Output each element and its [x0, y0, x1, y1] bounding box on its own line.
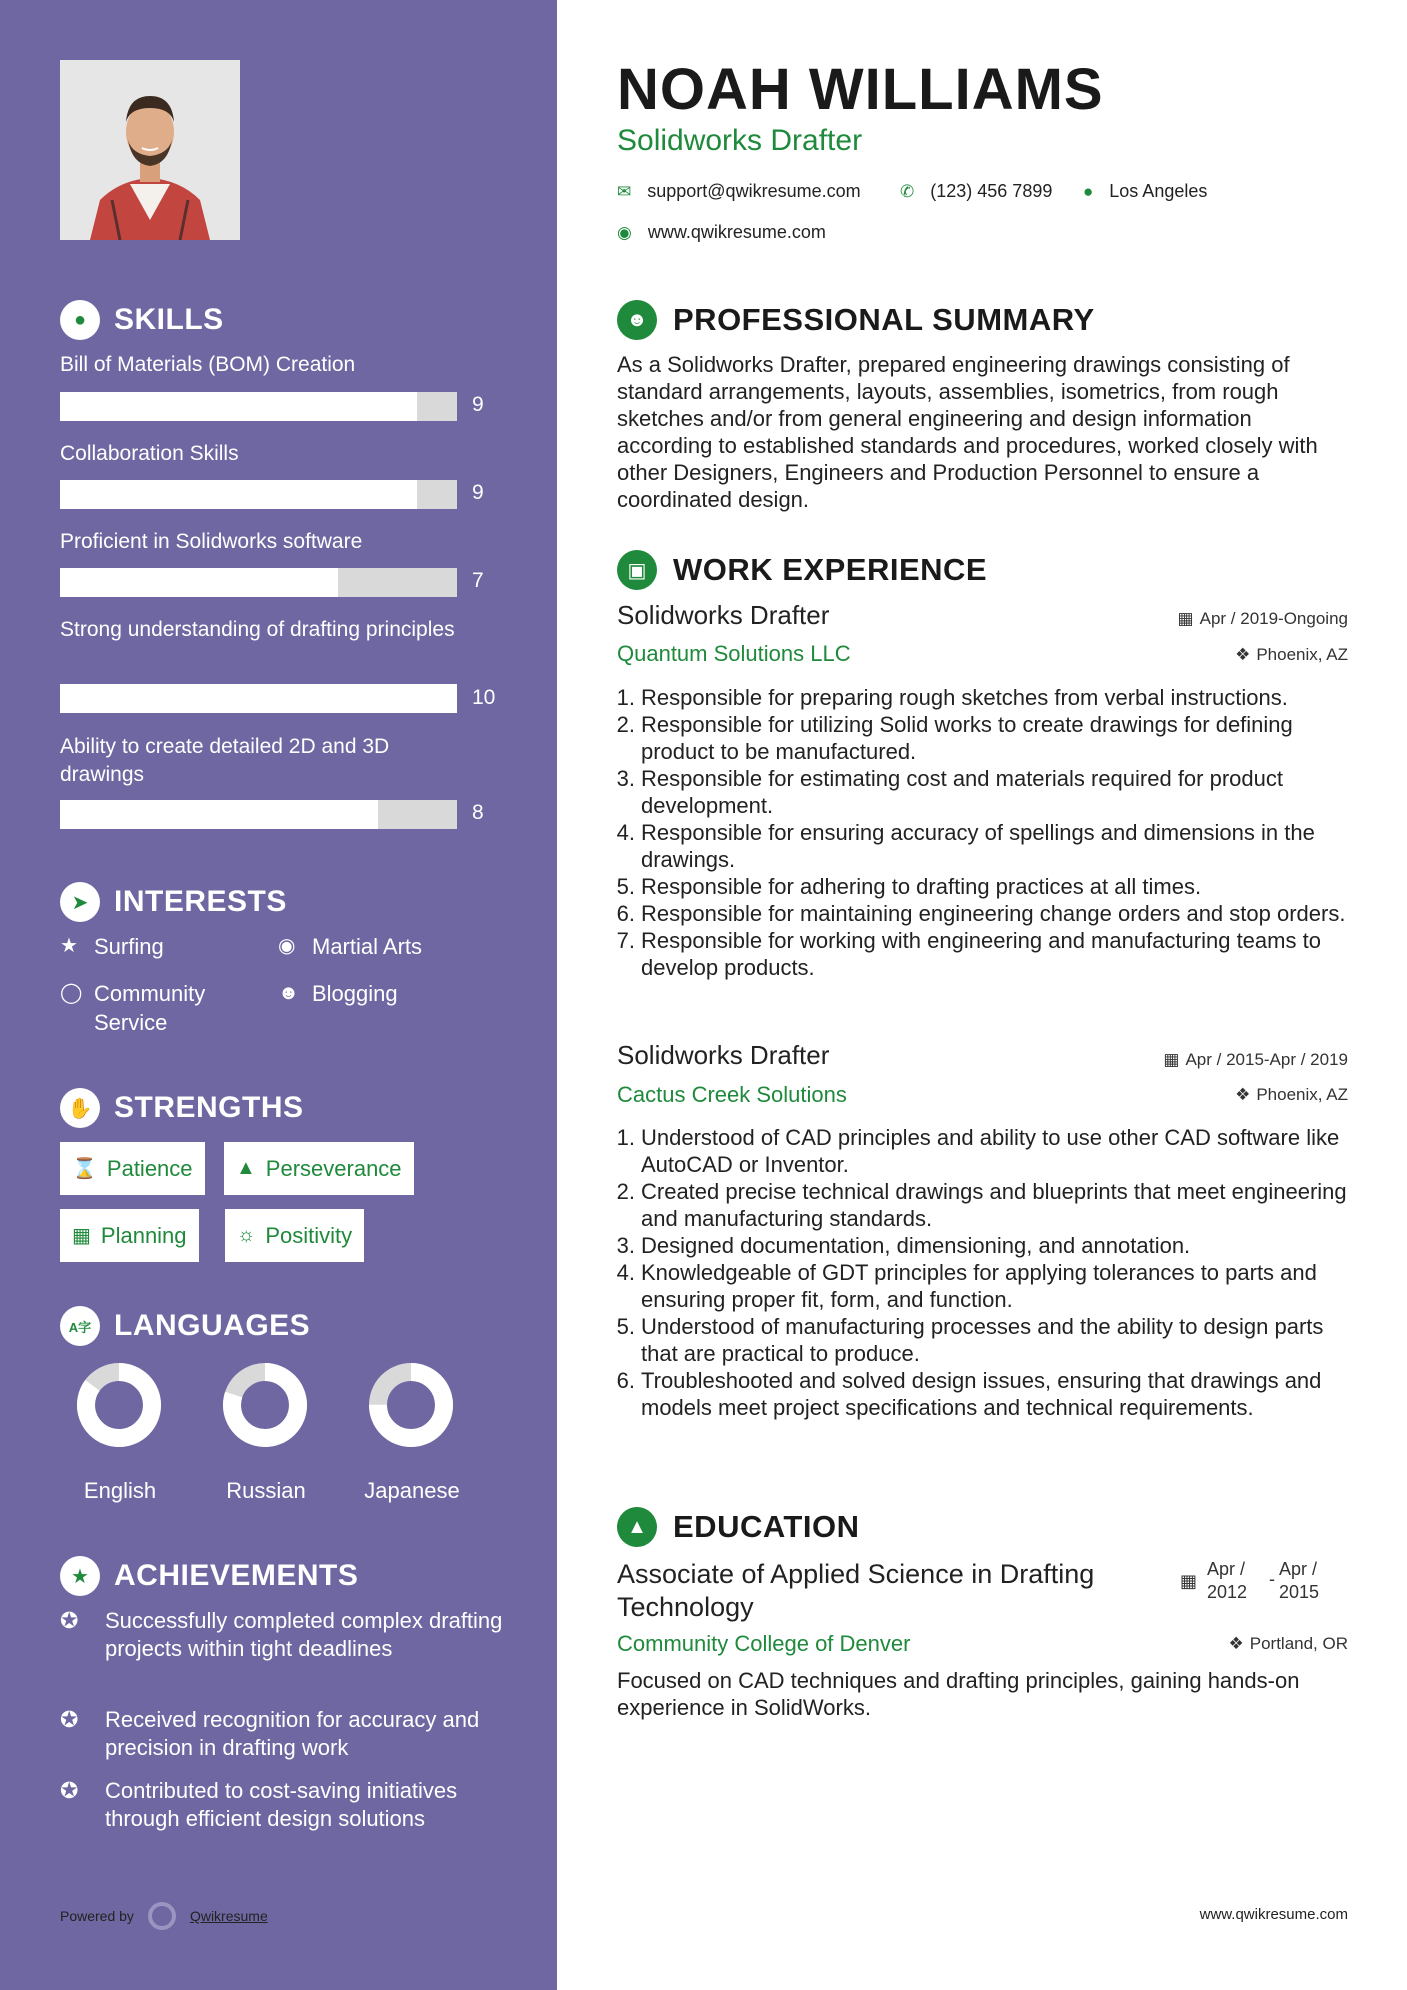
duty-item	[611, 684, 1351, 711]
calendar-icon: ▦	[1177, 609, 1194, 628]
pin-icon: ❖	[1235, 645, 1251, 664]
skill-bar-fill	[60, 568, 338, 597]
summary-title: PROFESSIONAL SUMMARY	[673, 302, 1095, 337]
skill-bar	[60, 684, 457, 713]
education-dates	[1180, 1558, 1329, 1604]
education-degree: Associate of Applied Science in Drafting Technology	[617, 1559, 1095, 1622]
education-start: Apr / 2012	[1207, 1559, 1248, 1602]
strength-badge	[60, 1209, 199, 1262]
duty-item	[611, 1124, 1351, 1178]
language-icon: A字	[60, 1306, 100, 1346]
map-pin-icon: ●	[1083, 181, 1094, 201]
email-text: support@qwikresume.com	[647, 181, 861, 201]
duty-text: Troubleshooted and solved design issues, ensuring that drawings and models meet project specifications and technical requirements.	[641, 1368, 1322, 1420]
duty-number: 3.	[616, 766, 635, 791]
job-dates-text: Apr / 2019-Ongoing	[1199, 609, 1348, 628]
location-contact	[1083, 181, 1207, 202]
summary-text: As a Solidworks Drafter, prepared engineering drawings consisting of standard arrangements, layouts, assemblies, isometrics, from rough sketches and/or from general engineering and design information according to established standards and procedures, worked closely with other Designers, Engineers and Production Personnel to ensure a coordinated design.	[617, 352, 1318, 512]
globe-icon: ◉	[617, 222, 632, 242]
duty-item	[611, 1232, 1351, 1259]
skills-title: SKILLS	[114, 303, 224, 336]
job-company: Cactus Creek Solutions	[617, 1082, 847, 1107]
calendar-icon: ▦	[1163, 1050, 1180, 1069]
job-dates	[1178, 609, 1348, 629]
shooting-star-icon: ✪	[60, 1608, 79, 1633]
lightbulb-icon: ●	[60, 300, 100, 340]
skill-label: Bill of Materials (BOM) Creation	[60, 353, 356, 376]
job-dates	[1163, 1050, 1348, 1070]
duty-number: 6.	[616, 901, 635, 926]
calendar-icon: ▦	[72, 1225, 91, 1247]
education-end: Apr / 2015	[1279, 1559, 1320, 1602]
hand-icon: ◯	[60, 982, 83, 1004]
skill-label: Proficient in Solidworks software	[60, 530, 363, 553]
duty-text: Designed documentation, dimensioning, and annotation.	[641, 1233, 1191, 1258]
education-title: EDUCATION	[673, 1509, 860, 1544]
award-icon: ★	[60, 1556, 100, 1596]
duty-number: 3.	[616, 1233, 635, 1258]
job-dates-text: Apr / 2015-Apr / 2019	[1185, 1050, 1348, 1069]
calendar-icon: ▦	[1180, 1571, 1198, 1591]
achievement-text: Successfully completed complex drafting projects within tight deadlines	[105, 1608, 503, 1661]
strength-badge	[225, 1209, 364, 1262]
skill-bar-fill	[60, 392, 417, 421]
interest-label: Community Service	[94, 981, 206, 1035]
duty-number: 2.	[616, 712, 635, 737]
education-description: Focused on CAD techniques and drafting principles, gaining hands-on experience in SolidWorks.	[617, 1668, 1300, 1720]
hourglass-icon: ⌛	[72, 1158, 97, 1180]
website-text: www.qwikresume.com	[647, 222, 826, 242]
duty-text: Responsible for utilizing Solid works to create drawings for defining product to be manufactured.	[641, 712, 1293, 764]
pin-icon: ❖	[1235, 1085, 1251, 1104]
duty-number: 1.	[616, 685, 635, 710]
candidate-role: Solidworks Drafter	[617, 124, 863, 157]
job-location-text: Phoenix, AZ	[1256, 645, 1348, 664]
duty-text: Responsible for ensuring accuracy of spellings and dimensions in the drawings.	[641, 820, 1315, 872]
envelope-icon: ✉	[617, 181, 632, 201]
duty-text: Knowledgeable of GDT principles for applying tolerances to parts and ensuring proper fit, form, and function.	[641, 1260, 1317, 1312]
duty-number: 4.	[616, 1260, 635, 1285]
powered-by-label: Powered by	[60, 1908, 134, 1924]
skill-value: 10	[472, 686, 496, 709]
achievement-text: Contributed to cost-saving initiatives through efficient design solutions	[105, 1778, 458, 1831]
skill-value: 8	[472, 801, 484, 824]
duty-text: Responsible for working with engineering and manufacturing teams to develop products.	[641, 928, 1321, 980]
powered-by	[60, 1902, 268, 1930]
strength-label: Perseverance	[265, 1155, 402, 1181]
globe-icon: ◉	[278, 935, 296, 957]
footer-url[interactable]: www.qwikresume.com	[1199, 1906, 1348, 1923]
skill-value: 7	[472, 569, 484, 592]
phone-contact[interactable]	[900, 181, 1052, 202]
achievement-item	[60, 1607, 510, 1663]
email-contact[interactable]	[617, 181, 861, 202]
language-ring-chart	[220, 1360, 310, 1450]
achievement-item	[60, 1777, 510, 1833]
star-icon: ★	[60, 935, 78, 957]
graduation-cap-icon: ▲	[617, 1507, 657, 1547]
skill-label: Ability to create detailed 2D and 3D drawings	[60, 735, 390, 786]
skill-label: Collaboration Skills	[60, 442, 239, 465]
language-ring	[210, 1360, 320, 1450]
duty-item	[611, 900, 1351, 927]
achievements-title: ACHIEVEMENTS	[114, 1559, 359, 1592]
strengths-title: STRENGTHS	[114, 1091, 304, 1124]
skill-bar-fill	[60, 480, 417, 509]
duty-text: Understood of manufacturing processes and the ability to design parts that are practical to produce.	[641, 1314, 1324, 1366]
shooting-star-icon: ✪	[60, 1707, 79, 1732]
interests-title: INTERESTS	[114, 885, 287, 918]
education-dash: -	[1269, 1569, 1276, 1589]
duty-item	[611, 873, 1351, 900]
paper-plane-icon: ➤	[60, 882, 100, 922]
job-title: Solidworks Drafter	[617, 600, 830, 630]
job-duties	[611, 1124, 1351, 1421]
experience-heading	[617, 550, 987, 590]
language-label: Japanese	[364, 1478, 460, 1503]
interest-item	[278, 932, 508, 961]
strength-label: Patience	[106, 1155, 193, 1181]
candidate-name: NOAH WILLIAMS	[617, 57, 1104, 122]
job-title: Solidworks Drafter	[617, 1040, 830, 1070]
duty-item	[611, 819, 1351, 873]
language-ring-chart	[74, 1360, 164, 1450]
duty-item	[611, 1178, 1351, 1232]
languages-heading	[60, 1306, 310, 1346]
duty-item	[611, 765, 1351, 819]
education-location	[1228, 1634, 1348, 1654]
briefcase-icon: ▣	[617, 550, 657, 590]
interest-label: Martial Arts	[312, 934, 423, 959]
shooting-star-icon: ✪	[60, 1778, 79, 1803]
strength-badge	[60, 1142, 205, 1195]
job-location	[1235, 1085, 1348, 1105]
road-icon: ▲	[236, 1157, 256, 1179]
achievement-text: Received recognition for accuracy and precision in drafting work	[105, 1707, 480, 1760]
strength-label: Positivity	[265, 1222, 353, 1248]
education-heading	[617, 1507, 859, 1547]
duty-item	[611, 927, 1351, 981]
language-label: Russian	[226, 1478, 306, 1503]
website-contact[interactable]	[617, 222, 826, 243]
duty-item	[611, 711, 1351, 765]
language-ring	[64, 1360, 174, 1450]
interest-label: Blogging	[312, 981, 398, 1006]
qwikresume-link[interactable]: Qwikresume	[189, 1908, 268, 1924]
duty-text: Created precise technical drawings and blueprints that meet engineering and manufacturing standards.	[641, 1179, 1347, 1231]
phone-icon: ✆	[900, 181, 915, 201]
achievements-heading	[60, 1556, 358, 1596]
duty-number: 5.	[616, 874, 635, 899]
sidebar	[0, 0, 557, 1990]
skill-bar-fill	[60, 684, 457, 713]
pin-icon: ❖	[1228, 1634, 1244, 1653]
skill-bar	[60, 568, 457, 597]
duty-number: 1.	[616, 1125, 635, 1150]
summary-heading	[617, 300, 1095, 340]
job-location-text: Phoenix, AZ	[1256, 1085, 1348, 1104]
education-location-text: Portland, OR	[1249, 1634, 1348, 1653]
duty-text: Understood of CAD principles and ability to use other CAD software like AutoCAD or Inventor.	[641, 1125, 1340, 1177]
duty-text: Responsible for estimating cost and materials required for product development.	[641, 766, 1283, 818]
interest-item	[60, 932, 260, 961]
language-ring	[356, 1360, 466, 1450]
duty-number: 5.	[616, 1314, 635, 1339]
qwikresume-logo-icon	[148, 1902, 176, 1930]
interest-item	[278, 979, 508, 1008]
users-icon: ☻	[278, 982, 300, 1004]
duty-text: Responsible for preparing rough sketches from verbal instructions.	[641, 685, 1288, 710]
skill-bar	[60, 480, 457, 509]
interest-item	[60, 979, 260, 1037]
skill-bar	[60, 800, 457, 829]
duty-item	[611, 1259, 1351, 1313]
language-label: English	[83, 1478, 157, 1503]
fist-icon: ✋	[60, 1088, 100, 1128]
job-company: Quantum Solutions LLC	[617, 641, 851, 666]
job-location	[1235, 645, 1348, 665]
duty-text: Responsible for adhering to drafting practices at all times.	[641, 874, 1202, 899]
experience-title: WORK EXPERIENCE	[673, 552, 988, 587]
skill-value: 9	[472, 393, 484, 416]
sun-icon: ☼	[237, 1224, 256, 1246]
job-duties	[611, 684, 1351, 981]
user-icon: ☻	[617, 300, 657, 340]
duty-number: 6.	[616, 1368, 635, 1393]
language-ring-chart	[366, 1360, 456, 1450]
strengths-heading	[60, 1088, 304, 1128]
skill-value: 9	[472, 481, 484, 504]
skill-bar	[60, 392, 457, 421]
strength-label: Planning	[100, 1222, 187, 1248]
duty-item	[611, 1313, 1351, 1367]
profile-photo	[60, 60, 240, 240]
languages-title: LANGUAGES	[114, 1309, 311, 1342]
duty-text: Responsible for maintaining engineering change orders and stop orders.	[641, 901, 1346, 926]
skill-label: Strong understanding of drafting principles	[60, 618, 455, 641]
duty-number: 7.	[616, 928, 635, 953]
phone-text: (123) 456 7899	[930, 181, 1053, 201]
strength-badge	[224, 1142, 414, 1195]
education-school: Community College of Denver	[617, 1631, 911, 1656]
skills-heading	[60, 300, 224, 340]
location-text: Los Angeles	[1109, 181, 1208, 201]
interests-heading	[60, 882, 287, 922]
skill-bar-fill	[60, 800, 378, 829]
interest-label: Surfing	[94, 934, 164, 959]
duty-number: 2.	[616, 1179, 635, 1204]
duty-number: 4.	[616, 820, 635, 845]
duty-item	[611, 1367, 1351, 1421]
achievement-item	[60, 1706, 510, 1762]
